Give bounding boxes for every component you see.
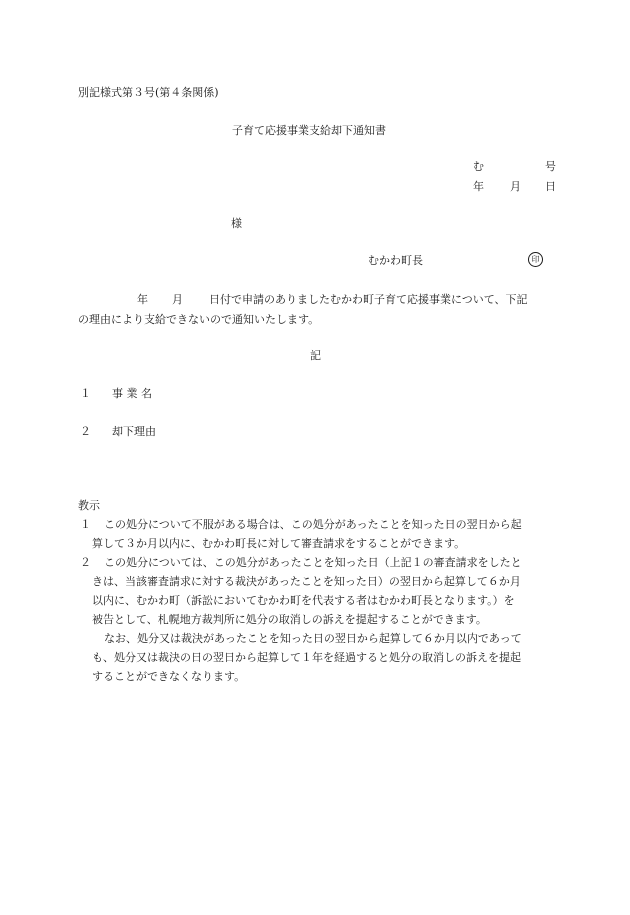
body-line-1: 日付で申請のありましたむかわ町子育て応援事業について、下記 [209,293,528,306]
seal-icon: 印 [528,252,543,267]
kyoji-p2-line-3: 以内に、むかわ町（訴訟においてむかわ町を代表する者はむかわ町長となります。）を [92,594,515,607]
kyoji-p2-line-4: 被告として、札幌地方裁判所に処分の取消しの訴えを提起することができます。 [92,613,487,626]
ki-heading: 記 [310,349,321,362]
kyoji-p1-line-1: この処分について不服がある場合は、この処分があったことを知った日の翌日から起 [104,518,522,531]
form-label: 別記様式第３号(第４条関係) [78,86,219,99]
item-number: １ [80,387,91,400]
sender-name: むかわ町長 [368,254,423,267]
doc-number-suffix: 号 [545,160,556,173]
doc-number-prefix: む [473,160,484,173]
body-line-2: の理由により支給できないので通知いたします。 [78,313,320,326]
kyoji-item-number: １ [80,518,91,531]
item-number: ２ [80,425,91,438]
document-title: 子育て応援事業支給却下通知書 [232,124,386,137]
date-year: 年 [473,180,484,193]
kyoji-p2-line-6: も、処分又は裁決の日の翌日から起算して１年を経過すると処分の取消しの訴えを提起 [92,651,521,664]
date-day: 日 [545,180,556,193]
date-month: 月 [510,180,521,193]
addressee-suffix: 様 [231,217,242,230]
kyoji-item-number: ２ [80,556,91,569]
item-label: 却下理由 [112,425,156,438]
kyoji-p2-line-5: なお、処分又は裁決があったことを知った日の翌日から起算して６か月以内であって [104,632,522,645]
kyoji-p2-line-1: この処分については、この処分があったことを知った日（上記１の審査請求をしたと [104,556,522,569]
body-date-month: 月 [172,293,183,306]
body-date-year: 年 [137,293,148,306]
kyoji-p2-line-2: きは、当該審査請求に対する裁決があったことを知った日）の翌日から起算して６か月 [92,575,521,588]
kyoji-p2-line-7: することができなくなります。 [92,670,246,683]
item-label: 事 業 名 [112,387,152,400]
kyoji-p1-line-2: 算して３か月以内に、むかわ町長に対して審査請求をすることができます。 [92,537,466,550]
kyoji-heading: 教示 [78,499,100,512]
